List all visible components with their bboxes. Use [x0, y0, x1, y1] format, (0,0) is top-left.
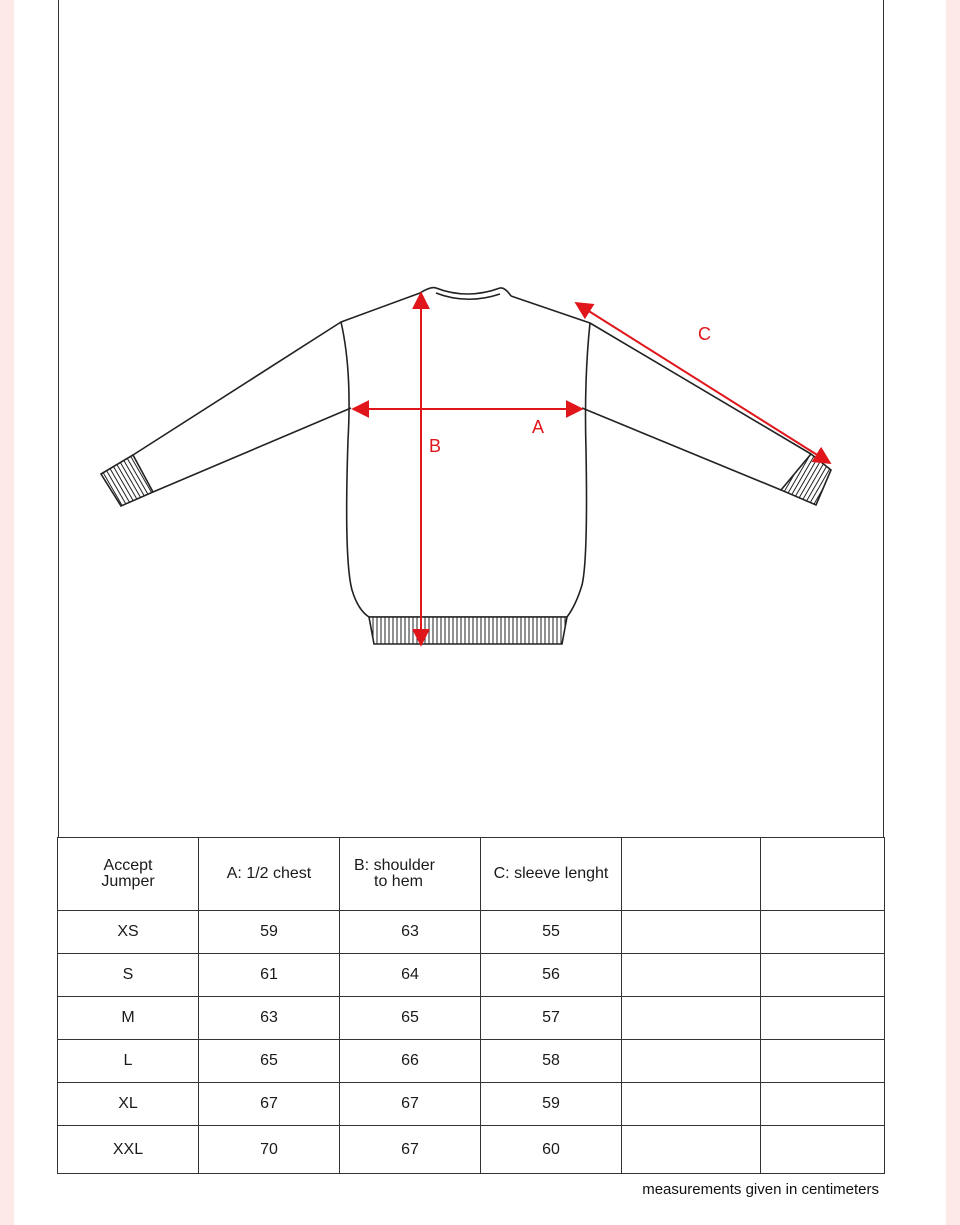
cell-empty: [622, 1126, 761, 1174]
cell-empty: [761, 1126, 885, 1174]
hem-rib: [369, 617, 567, 644]
table-row: [58, 997, 885, 1040]
cell-size: S: [58, 954, 199, 997]
cell-b: 64: [340, 954, 481, 997]
header-product: [58, 838, 199, 911]
cell-empty: [761, 1040, 885, 1083]
size-chart-table: [57, 837, 885, 1174]
cell-empty: [761, 954, 885, 997]
cell-empty: [761, 997, 885, 1040]
cell-a: 67: [199, 1083, 340, 1126]
table-row: [58, 954, 885, 997]
header-accept: Accept: [103, 857, 153, 874]
table-row: [58, 1083, 885, 1126]
header-b-line1: B: shoulder: [354, 857, 435, 874]
cell-b: 63: [340, 911, 481, 954]
cell-empty: [622, 997, 761, 1040]
cell-size: XS: [58, 911, 199, 954]
cell-b: 67: [340, 1083, 481, 1126]
cell-b: 65: [340, 997, 481, 1040]
cell-size: M: [58, 997, 199, 1040]
cell-b: 67: [340, 1126, 481, 1174]
table-row: [58, 1126, 885, 1174]
measurement-arrows: [353, 293, 830, 645]
table-row: [58, 1040, 885, 1083]
header-empty-1: [622, 838, 761, 911]
cell-empty: [622, 911, 761, 954]
header-jumper: Jumper: [101, 873, 155, 890]
table-row: [58, 911, 885, 954]
cell-empty: [622, 1083, 761, 1126]
header-a: A: 1/2 chest: [199, 838, 340, 911]
cell-a: 70: [199, 1126, 340, 1174]
label-c: C: [698, 324, 711, 344]
cell-size: XXL: [58, 1126, 199, 1174]
header-b: [340, 838, 481, 911]
cell-c: 56: [481, 954, 622, 997]
cell-b: 66: [340, 1040, 481, 1083]
cell-empty: [761, 1083, 885, 1126]
cell-empty: [622, 1040, 761, 1083]
cell-c: 59: [481, 1083, 622, 1126]
label-a: A: [532, 417, 545, 437]
table-header-row: [58, 838, 885, 911]
right-cuff: [781, 454, 831, 505]
units-footnote: measurements given in centimeters: [642, 1181, 879, 1198]
cell-c: 55: [481, 911, 622, 954]
cell-empty: [622, 954, 761, 997]
cell-c: 60: [481, 1126, 622, 1174]
cell-size: XL: [58, 1083, 199, 1126]
left-cuff: [101, 455, 153, 506]
cell-empty: [761, 911, 885, 954]
cell-c: 58: [481, 1040, 622, 1083]
cell-a: 59: [199, 911, 340, 954]
label-b: B: [429, 436, 442, 456]
cell-c: 57: [481, 997, 622, 1040]
cell-a: 65: [199, 1040, 340, 1083]
header-empty-2: [761, 838, 885, 911]
header-b-line2: to hem: [374, 873, 423, 890]
cell-a: 63: [199, 997, 340, 1040]
cell-a: 61: [199, 954, 340, 997]
header-c: C: sleeve lenght: [481, 838, 622, 911]
cell-size: L: [58, 1040, 199, 1083]
